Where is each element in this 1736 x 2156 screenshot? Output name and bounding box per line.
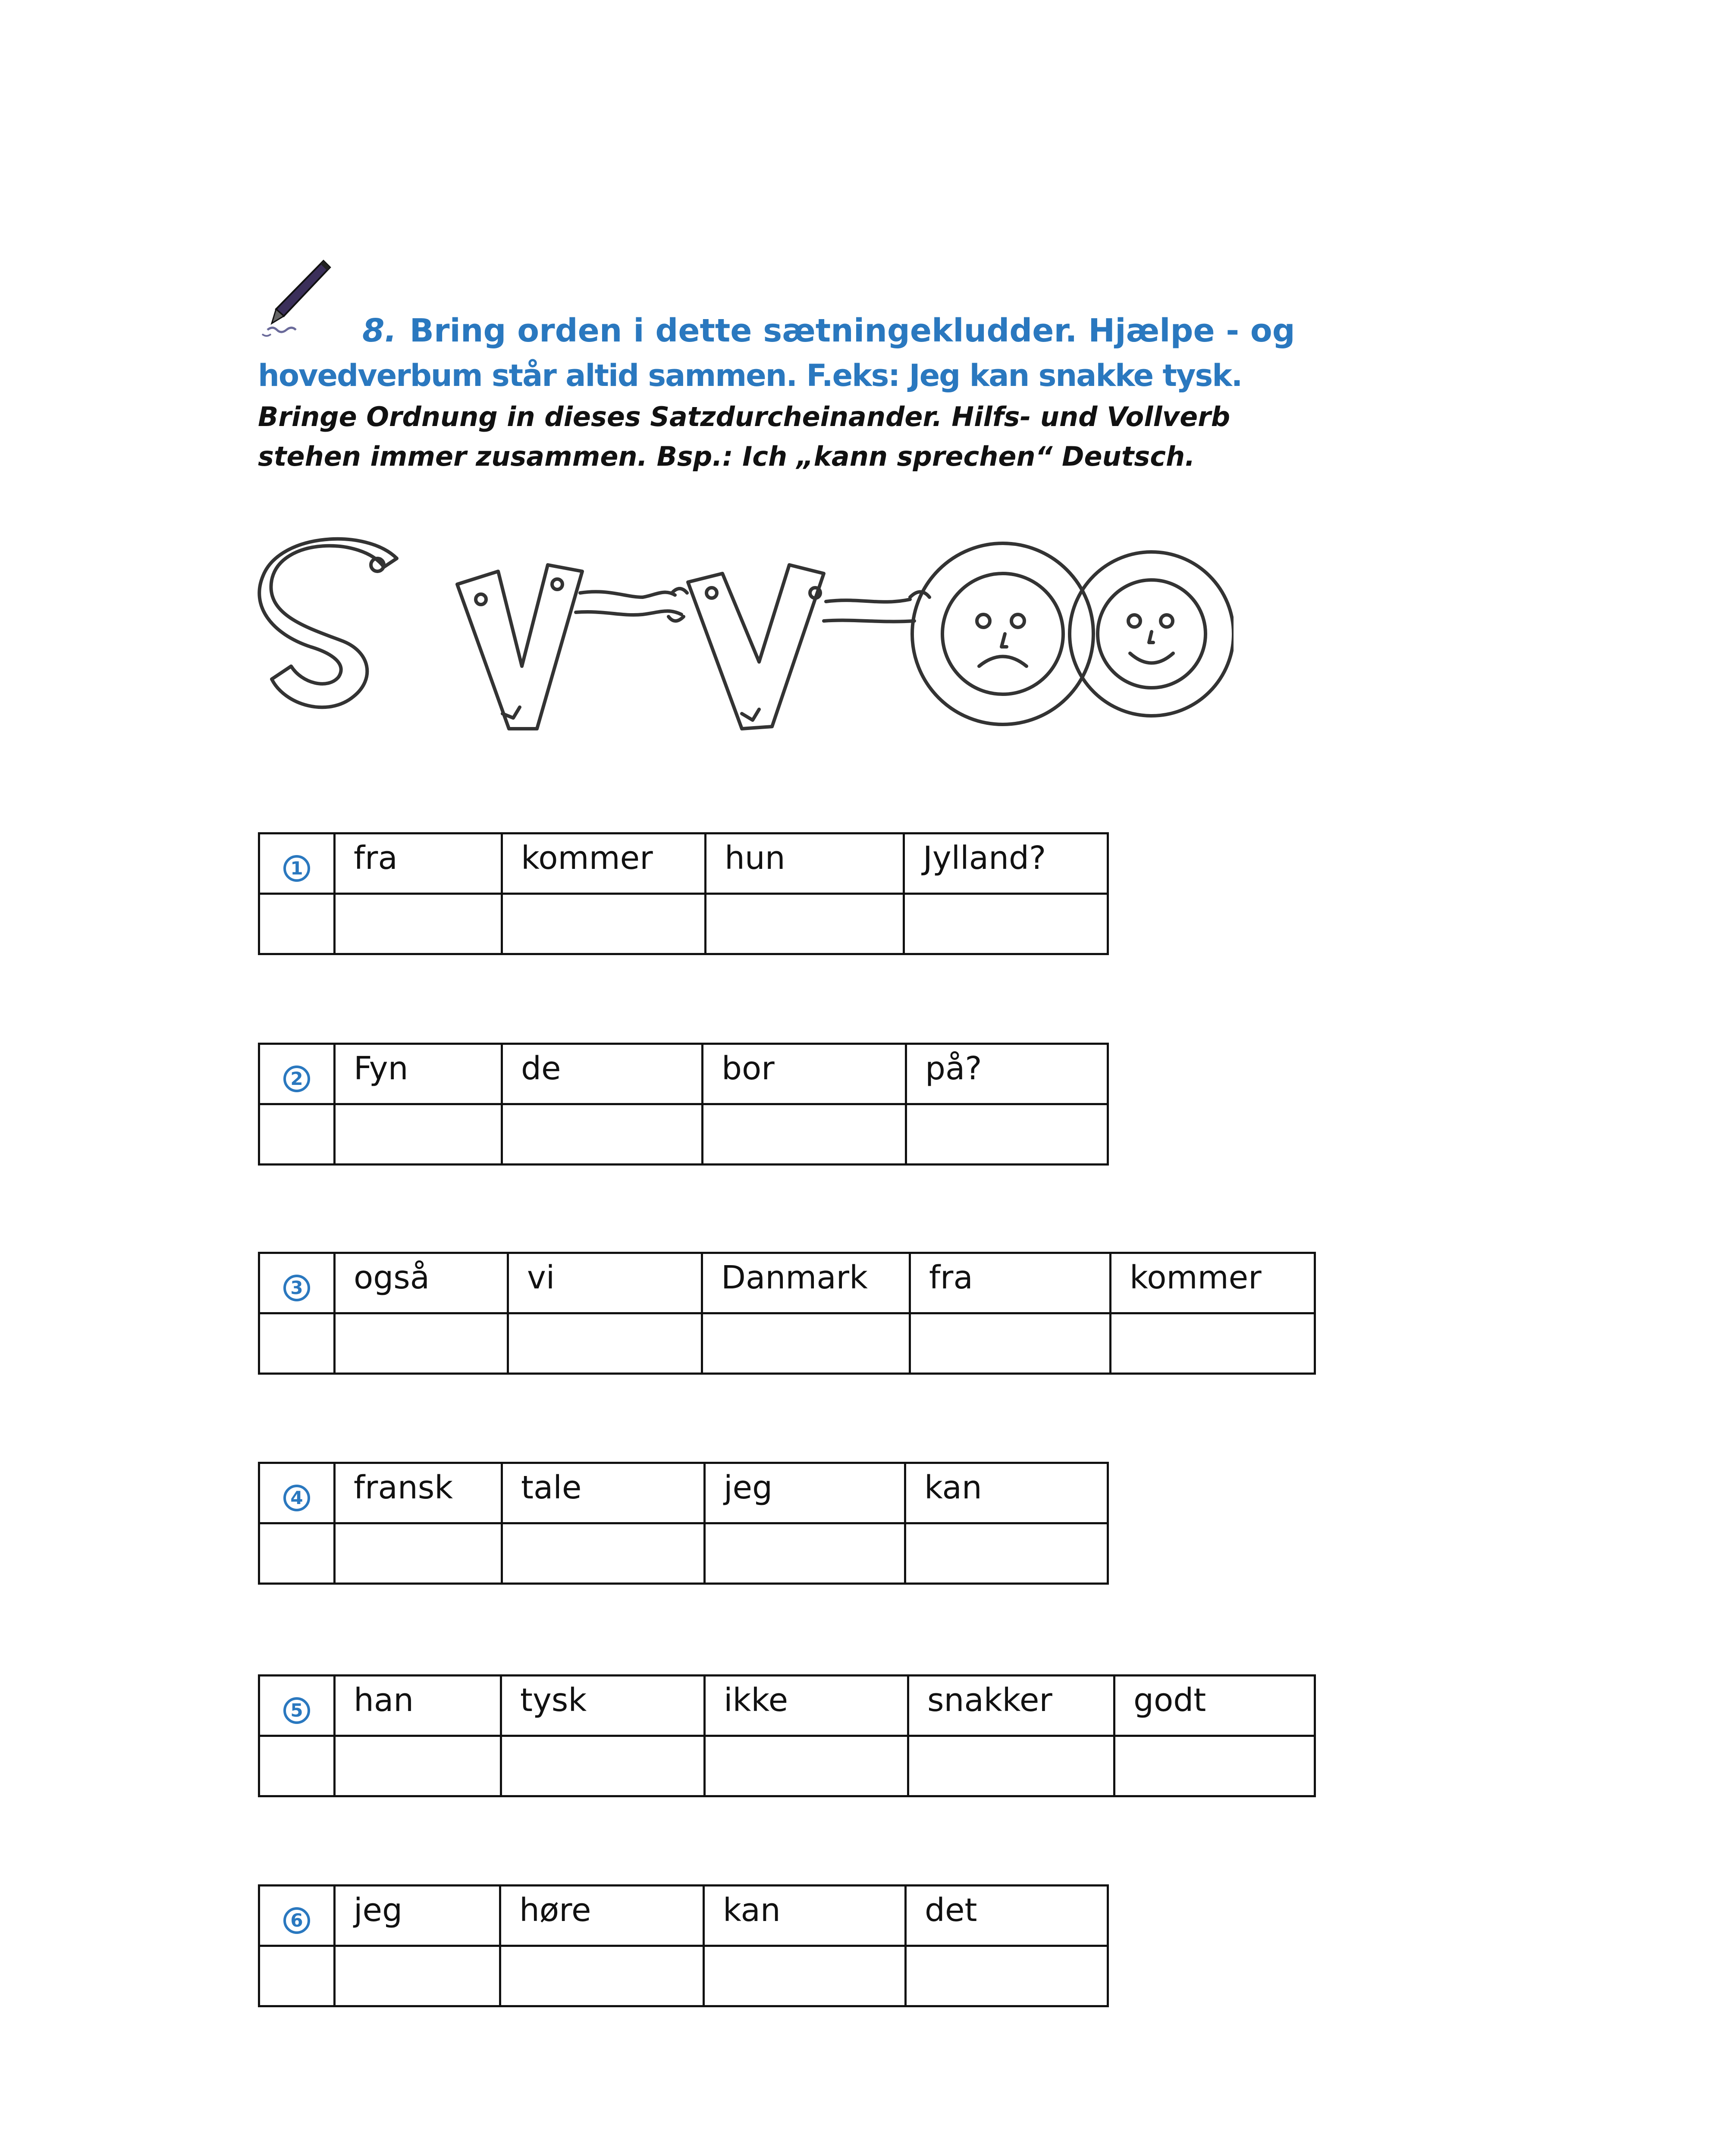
translation-line1: Bringe Ordnung in dieses Satzdurcheinander. Hilfs- und Vollverb [258,401,1231,432]
word-cell: jeg [335,1886,500,1946]
table-row [259,1253,1315,1313]
circled-number-6: 6 [283,1907,310,1934]
translation-line2: stehen immer zusammen. Bsp.: Ich „kann sprechen“ Deutsch. [258,441,1195,472]
answer-marker-cell [259,1523,335,1584]
row-marker [259,834,335,894]
answer-cell[interactable] [335,1523,502,1584]
word-cell: tale [502,1463,705,1523]
exercise-table-3 [258,1252,1316,1375]
answer-cell[interactable] [502,1523,705,1584]
answer-marker-cell [259,1313,335,1374]
word-cell: på? [906,1044,1108,1104]
table-row [259,1044,1108,1104]
word-cell: fransk [335,1463,502,1523]
row-marker [259,1044,335,1104]
answer-row[interactable] [259,1313,1315,1374]
exercise-heading [258,308,1379,477]
answer-marker-cell [259,894,335,954]
table-row [259,1886,1108,1946]
word-cell: kommer [1111,1253,1315,1313]
exercise-table-1 [258,832,1109,955]
answer-cell[interactable] [335,894,502,954]
word-cell: fra [910,1253,1111,1313]
answer-cell[interactable] [703,1104,906,1165]
word-cell: godt [1114,1676,1315,1736]
word-cell: jeg [705,1463,905,1523]
word-cell: Jylland? [904,834,1108,894]
answer-cell[interactable] [706,894,904,954]
word-cell: Danmark [702,1253,910,1313]
answer-cell[interactable] [335,1104,502,1165]
answer-cell[interactable] [705,1736,908,1796]
table-row [259,834,1108,894]
answer-cell[interactable] [502,894,706,954]
word-cell: snakker [908,1676,1114,1736]
row-marker [259,1676,335,1736]
answer-cell[interactable] [508,1313,702,1374]
exercise-table-5 [258,1674,1316,1797]
row-marker [259,1463,335,1523]
word-cell: de [502,1044,703,1104]
answer-row[interactable] [259,1946,1108,2006]
exercise-table-2 [258,1043,1109,1166]
answer-cell[interactable] [910,1313,1111,1374]
table-row [259,1676,1315,1736]
word-cell: også [335,1253,508,1313]
exercise-table-4 [258,1462,1109,1585]
answer-row[interactable] [259,1736,1315,1796]
answer-cell[interactable] [500,1946,704,2006]
circled-number-5: 5 [283,1697,310,1724]
answer-cell[interactable] [906,1104,1108,1165]
circled-number-1: 1 [283,855,310,882]
exercise-title-line1: 8. Bring orden i dette sætningekludder. Hjælpe - og [362,312,1295,349]
word-cell: vi [508,1253,702,1313]
word-cell: Fyn [335,1044,502,1104]
answer-cell[interactable] [906,1946,1108,2006]
answer-cell[interactable] [501,1736,705,1796]
answer-cell[interactable] [904,894,1108,954]
circled-number-2: 2 [283,1065,310,1092]
table-row [259,1463,1108,1523]
row-marker [259,1253,335,1313]
answer-marker-cell [259,1736,335,1796]
answer-cell[interactable] [1114,1736,1315,1796]
word-cell: hun [706,834,904,894]
answer-cell[interactable] [704,1946,906,2006]
answer-row[interactable] [259,894,1108,954]
word-cell: tysk [501,1676,705,1736]
answer-marker-cell [259,1946,335,2006]
answer-cell[interactable] [335,1946,500,2006]
word-cell: kommer [502,834,706,894]
answer-cell[interactable] [905,1523,1108,1584]
word-cell: fra [335,834,502,894]
exercise-title-line2: hovedverbum står altid sammen. F.eks: Jeg kan snakke tysk. [258,358,1242,393]
word-cell: han [335,1676,501,1736]
answer-marker-cell [259,1104,335,1165]
circled-number-3: 3 [283,1275,310,1301]
row-marker [259,1886,335,1946]
answer-cell[interactable] [1111,1313,1315,1374]
word-cell: ikke [705,1676,908,1736]
answer-cell[interactable] [502,1104,703,1165]
word-cell: høre [500,1886,704,1946]
word-cell: kan [905,1463,1108,1523]
circled-number-4: 4 [283,1485,310,1511]
answer-cell[interactable] [705,1523,905,1584]
word-cell: bor [703,1044,906,1104]
word-cell: kan [704,1886,906,1946]
answer-cell[interactable] [908,1736,1114,1796]
answer-cell[interactable] [335,1313,508,1374]
exercise-table-6 [258,1884,1109,2007]
answer-cell[interactable] [702,1313,910,1374]
answer-cell[interactable] [335,1736,501,1796]
exercise-number: 8. [362,312,397,349]
answer-row[interactable] [259,1523,1108,1584]
svvoo-letters-illustration [254,524,1234,757]
word-cell: det [906,1886,1108,1946]
answer-row[interactable] [259,1104,1108,1165]
